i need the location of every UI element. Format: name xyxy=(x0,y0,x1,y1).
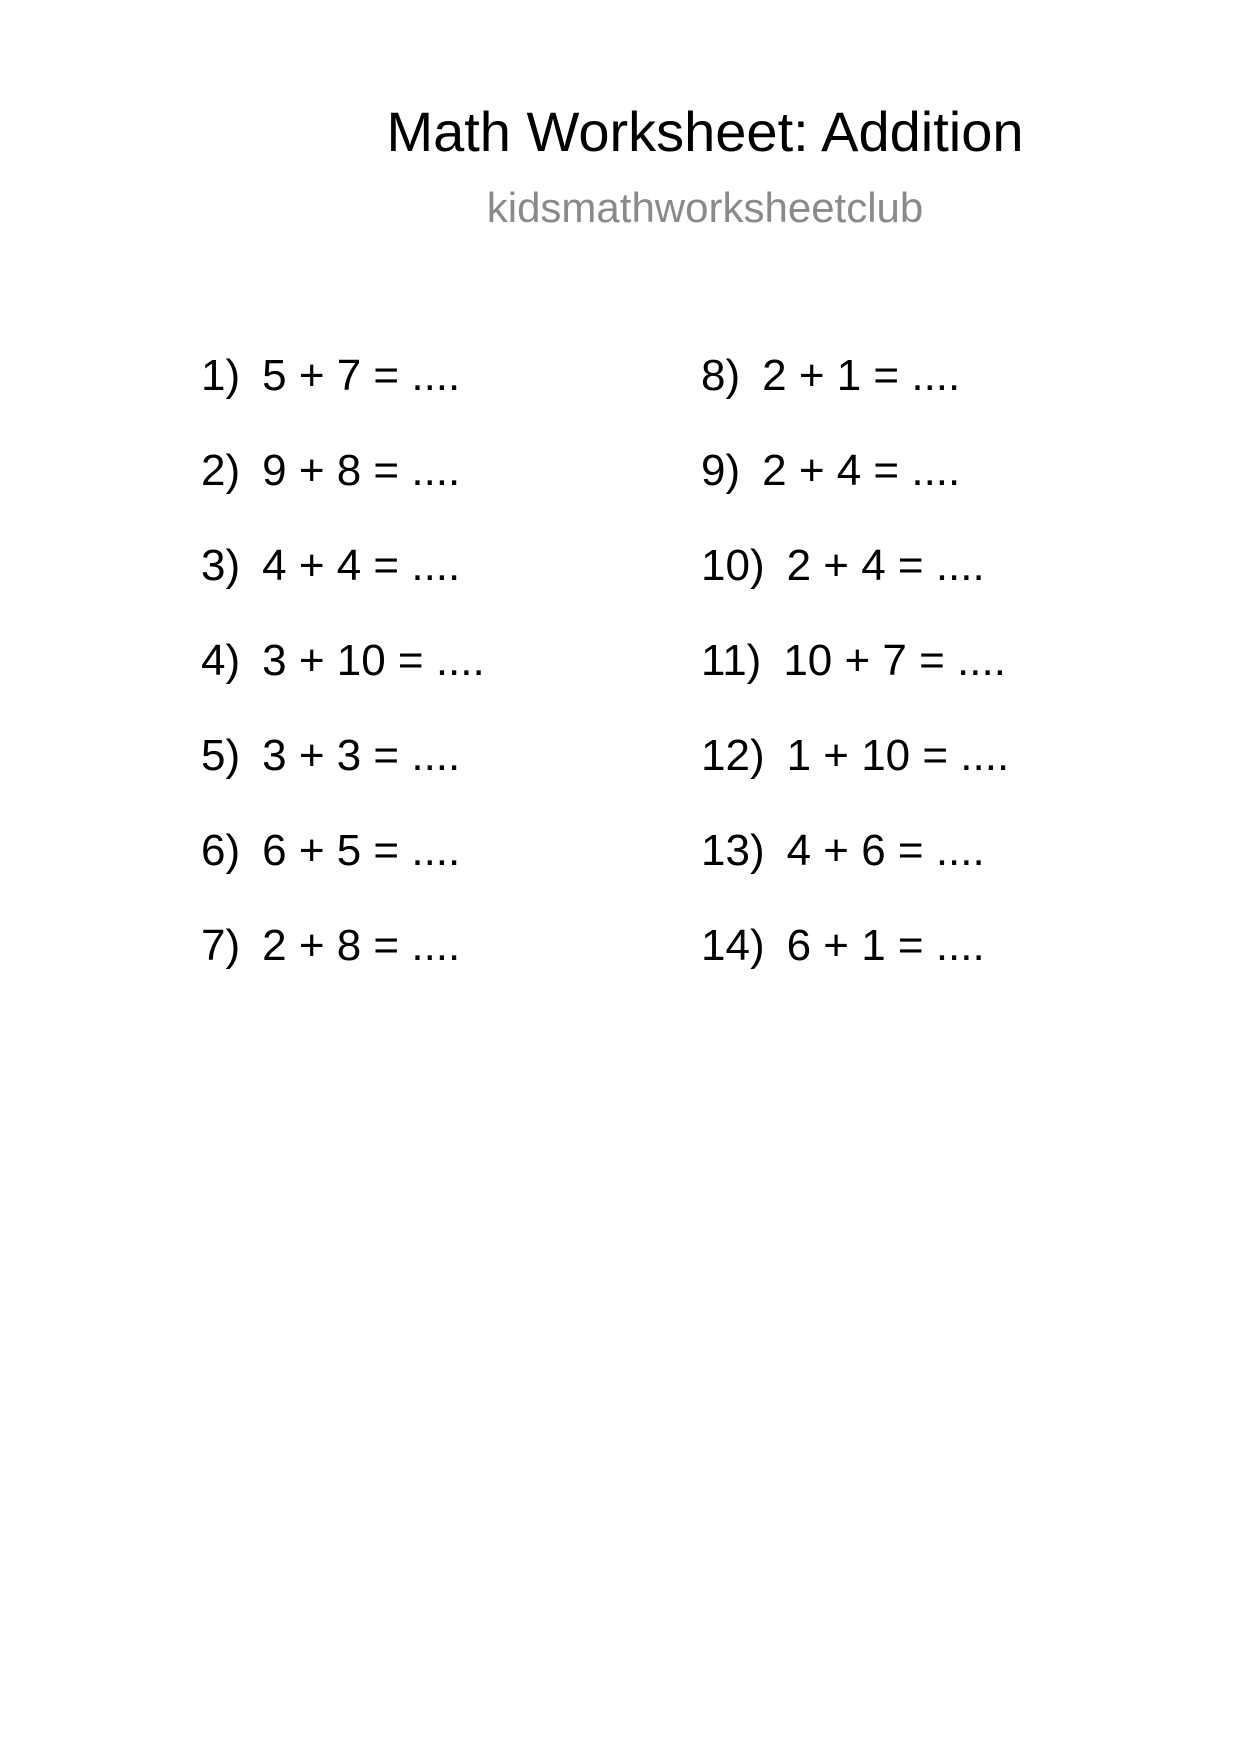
problem-number: 13) xyxy=(701,826,765,875)
page-title: Math Worksheet: Addition xyxy=(386,100,1024,163)
problem-9 xyxy=(701,441,1009,536)
problem-expression: 4 + 4 = .... xyxy=(262,541,461,590)
problem-10 xyxy=(701,536,1009,631)
problem-expression: 6 + 5 = .... xyxy=(262,826,461,875)
problem-expression: 2 + 4 = .... xyxy=(786,541,985,590)
problem-expression: 6 + 1 = .... xyxy=(786,921,985,970)
problem-expression: 2 + 8 = .... xyxy=(262,921,461,970)
problem-number: 3) xyxy=(201,541,241,590)
problem-number: 9) xyxy=(701,446,741,495)
page-subtitle: kidsmathworksheetclub xyxy=(486,184,924,231)
problem-5 xyxy=(201,726,485,821)
problem-expression: 2 + 4 = .... xyxy=(762,446,961,495)
problem-7 xyxy=(201,916,485,1011)
problem-expression: 2 + 1 = .... xyxy=(762,351,961,400)
problem-11 xyxy=(701,631,1009,726)
problem-number: 8) xyxy=(701,351,741,400)
problem-3 xyxy=(201,536,485,631)
problem-number: 12) xyxy=(701,731,765,780)
problem-number: 4) xyxy=(201,636,241,685)
problem-expression: 10 + 7 = .... xyxy=(783,636,1006,685)
problems-right-column xyxy=(701,346,1009,1011)
problems-left-column xyxy=(201,346,485,1011)
problem-number: 7) xyxy=(201,921,241,970)
problem-number: 6) xyxy=(201,826,241,875)
problem-expression: 3 + 10 = .... xyxy=(262,636,485,685)
problem-13 xyxy=(701,821,1009,916)
problem-14 xyxy=(701,916,1009,1011)
problem-2 xyxy=(201,441,485,536)
problem-1 xyxy=(201,346,485,441)
problem-number: 1) xyxy=(201,351,241,400)
problem-number: 14) xyxy=(701,921,765,970)
problem-number: 11) xyxy=(701,636,762,685)
problem-8 xyxy=(701,346,1009,441)
problem-number: 2) xyxy=(201,446,241,495)
problem-4 xyxy=(201,631,485,726)
problem-6 xyxy=(201,821,485,916)
problem-expression: 1 + 10 = .... xyxy=(786,731,1010,780)
problem-expression: 4 + 6 = .... xyxy=(786,826,985,875)
problem-number: 5) xyxy=(201,731,241,780)
problem-number: 10) xyxy=(701,541,765,590)
problem-expression: 5 + 7 = .... xyxy=(262,351,461,400)
problem-expression: 9 + 8 = .... xyxy=(262,446,461,495)
problem-expression: 3 + 3 = .... xyxy=(262,731,461,780)
problem-12 xyxy=(701,726,1009,821)
